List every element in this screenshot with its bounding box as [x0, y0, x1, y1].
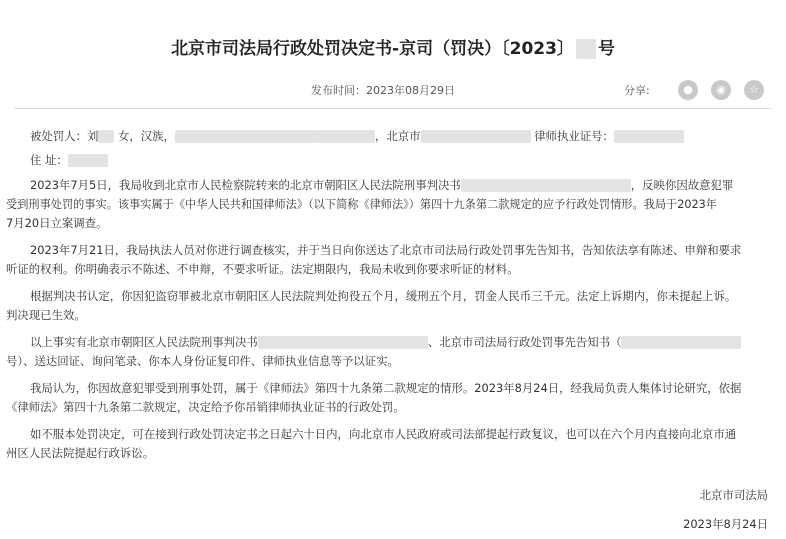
- paragraph-text: 州区人民法院提起行政诉讼。: [6, 446, 155, 460]
- redacted-block: [621, 336, 741, 349]
- paragraph-text: 2023年7月21日，我局执法人员对你进行调查核实，并于当日向你送达了北京市司法局行政处罚事先告知书，告知依法享有陈述、申辩和要求: [30, 243, 742, 257]
- paragraph-text: 2023年7月5日，我局收到北京市人民检察院转来的北京市朝阳区人民法院刑事判决书: [30, 178, 461, 192]
- party-name: 被处罚人：刘: [30, 129, 99, 143]
- redacted-block: [421, 130, 531, 143]
- redacted-block: [576, 39, 596, 59]
- paragraph-text: 《律师法》第四十九条第二款规定，决定给予你吊销律师执业证书的行政处罚。: [6, 400, 405, 414]
- title-suffix: 号: [597, 39, 615, 59]
- document-body: [6, 127, 770, 471]
- paragraph-2: [6, 241, 770, 279]
- paragraph-text: 受到刑事处罚的事实。该事实属于《中华人民共和国律师法》（以下简称《律师法》）第四十九条第二款规定的应予行政处罚情形。我局于2023年: [6, 198, 717, 211]
- signature: 北京市司法局: [699, 488, 768, 502]
- wechat-icon[interactable]: ●: [678, 80, 698, 100]
- sign-date: 2023年8月24日: [683, 517, 768, 531]
- paragraph-3: [6, 287, 770, 325]
- paragraph-text: 以上事实有北京市朝阳区人民法院刑事判决书: [30, 335, 258, 349]
- paragraph-text: 根据判决书认定，你因犯盗窃罪被北京市朝阳区人民法院判处拘役五个月，缓刑五个月，罚金人民币三千元。法定上诉期内，你未提起上诉。: [30, 289, 737, 303]
- redacted-block: [461, 179, 631, 192]
- license-label: 律师执业证号：: [534, 129, 614, 143]
- redacted-block: [98, 130, 114, 143]
- redacted-block: [315, 130, 375, 143]
- paragraph-text: 如不服本处罚决定，可在接到行政处罚决定书之日起六十日内，向北京市人民政府或司法部提起行政复议，也可以在六个月内直接向北京市通: [30, 427, 737, 441]
- share-label: 分享:: [624, 84, 650, 97]
- favorite-icon[interactable]: ☆: [744, 80, 764, 100]
- page-title: [0, 34, 786, 59]
- redacted-block: [258, 336, 428, 349]
- title-text: 北京市司法局行政处罚决定书-京司（罚决）〔2023〕: [171, 39, 574, 59]
- weibo-icon[interactable]: ◉: [711, 80, 731, 100]
- party-line: [30, 127, 770, 146]
- meta-bar: [0, 80, 786, 100]
- paragraph-text: 我局认为，你因故意犯罪受到刑事处罚，属于《律师法》第四十九条第二款规定的情形。2023年8月24日，经我局负责人集体讨论研究，依据: [30, 381, 742, 395]
- paragraph-text: 、北京市司法局行政处罚事先告知书（: [427, 335, 622, 349]
- address-line: [30, 151, 770, 170]
- paragraph-6: [6, 425, 770, 463]
- paragraph-text: 判决现已生效。: [6, 308, 86, 322]
- publish-date-value: 2023年08月29日: [366, 84, 455, 97]
- publish-label: 发布时间：: [311, 84, 366, 97]
- party-city: ，北京市: [374, 129, 421, 143]
- redacted-block: [68, 154, 108, 167]
- divider: [14, 108, 772, 109]
- paragraph-text: 号）、送达回证、询问笔录、你本人身份证复印件、律师执业信息等予以证实。: [6, 354, 399, 368]
- paragraph-text: ，反映你因故意犯罪: [630, 178, 734, 192]
- address-label: 住 址：: [30, 153, 68, 167]
- paragraph-4: [6, 333, 770, 371]
- redacted-block: [175, 130, 315, 143]
- party-info: 女，汉族，: [117, 129, 175, 143]
- paragraph-5: [6, 379, 770, 417]
- paragraph-1: [6, 176, 770, 233]
- paragraph-text: 听证的权利。你明确表示不陈述、不申辩，不要求听证。法定期限内，我局未收到你要求听证的材料。: [6, 262, 519, 276]
- redacted-block: [614, 130, 684, 143]
- publish-date: [311, 82, 455, 98]
- paragraph-text: 7月20日立案调查。: [6, 216, 108, 230]
